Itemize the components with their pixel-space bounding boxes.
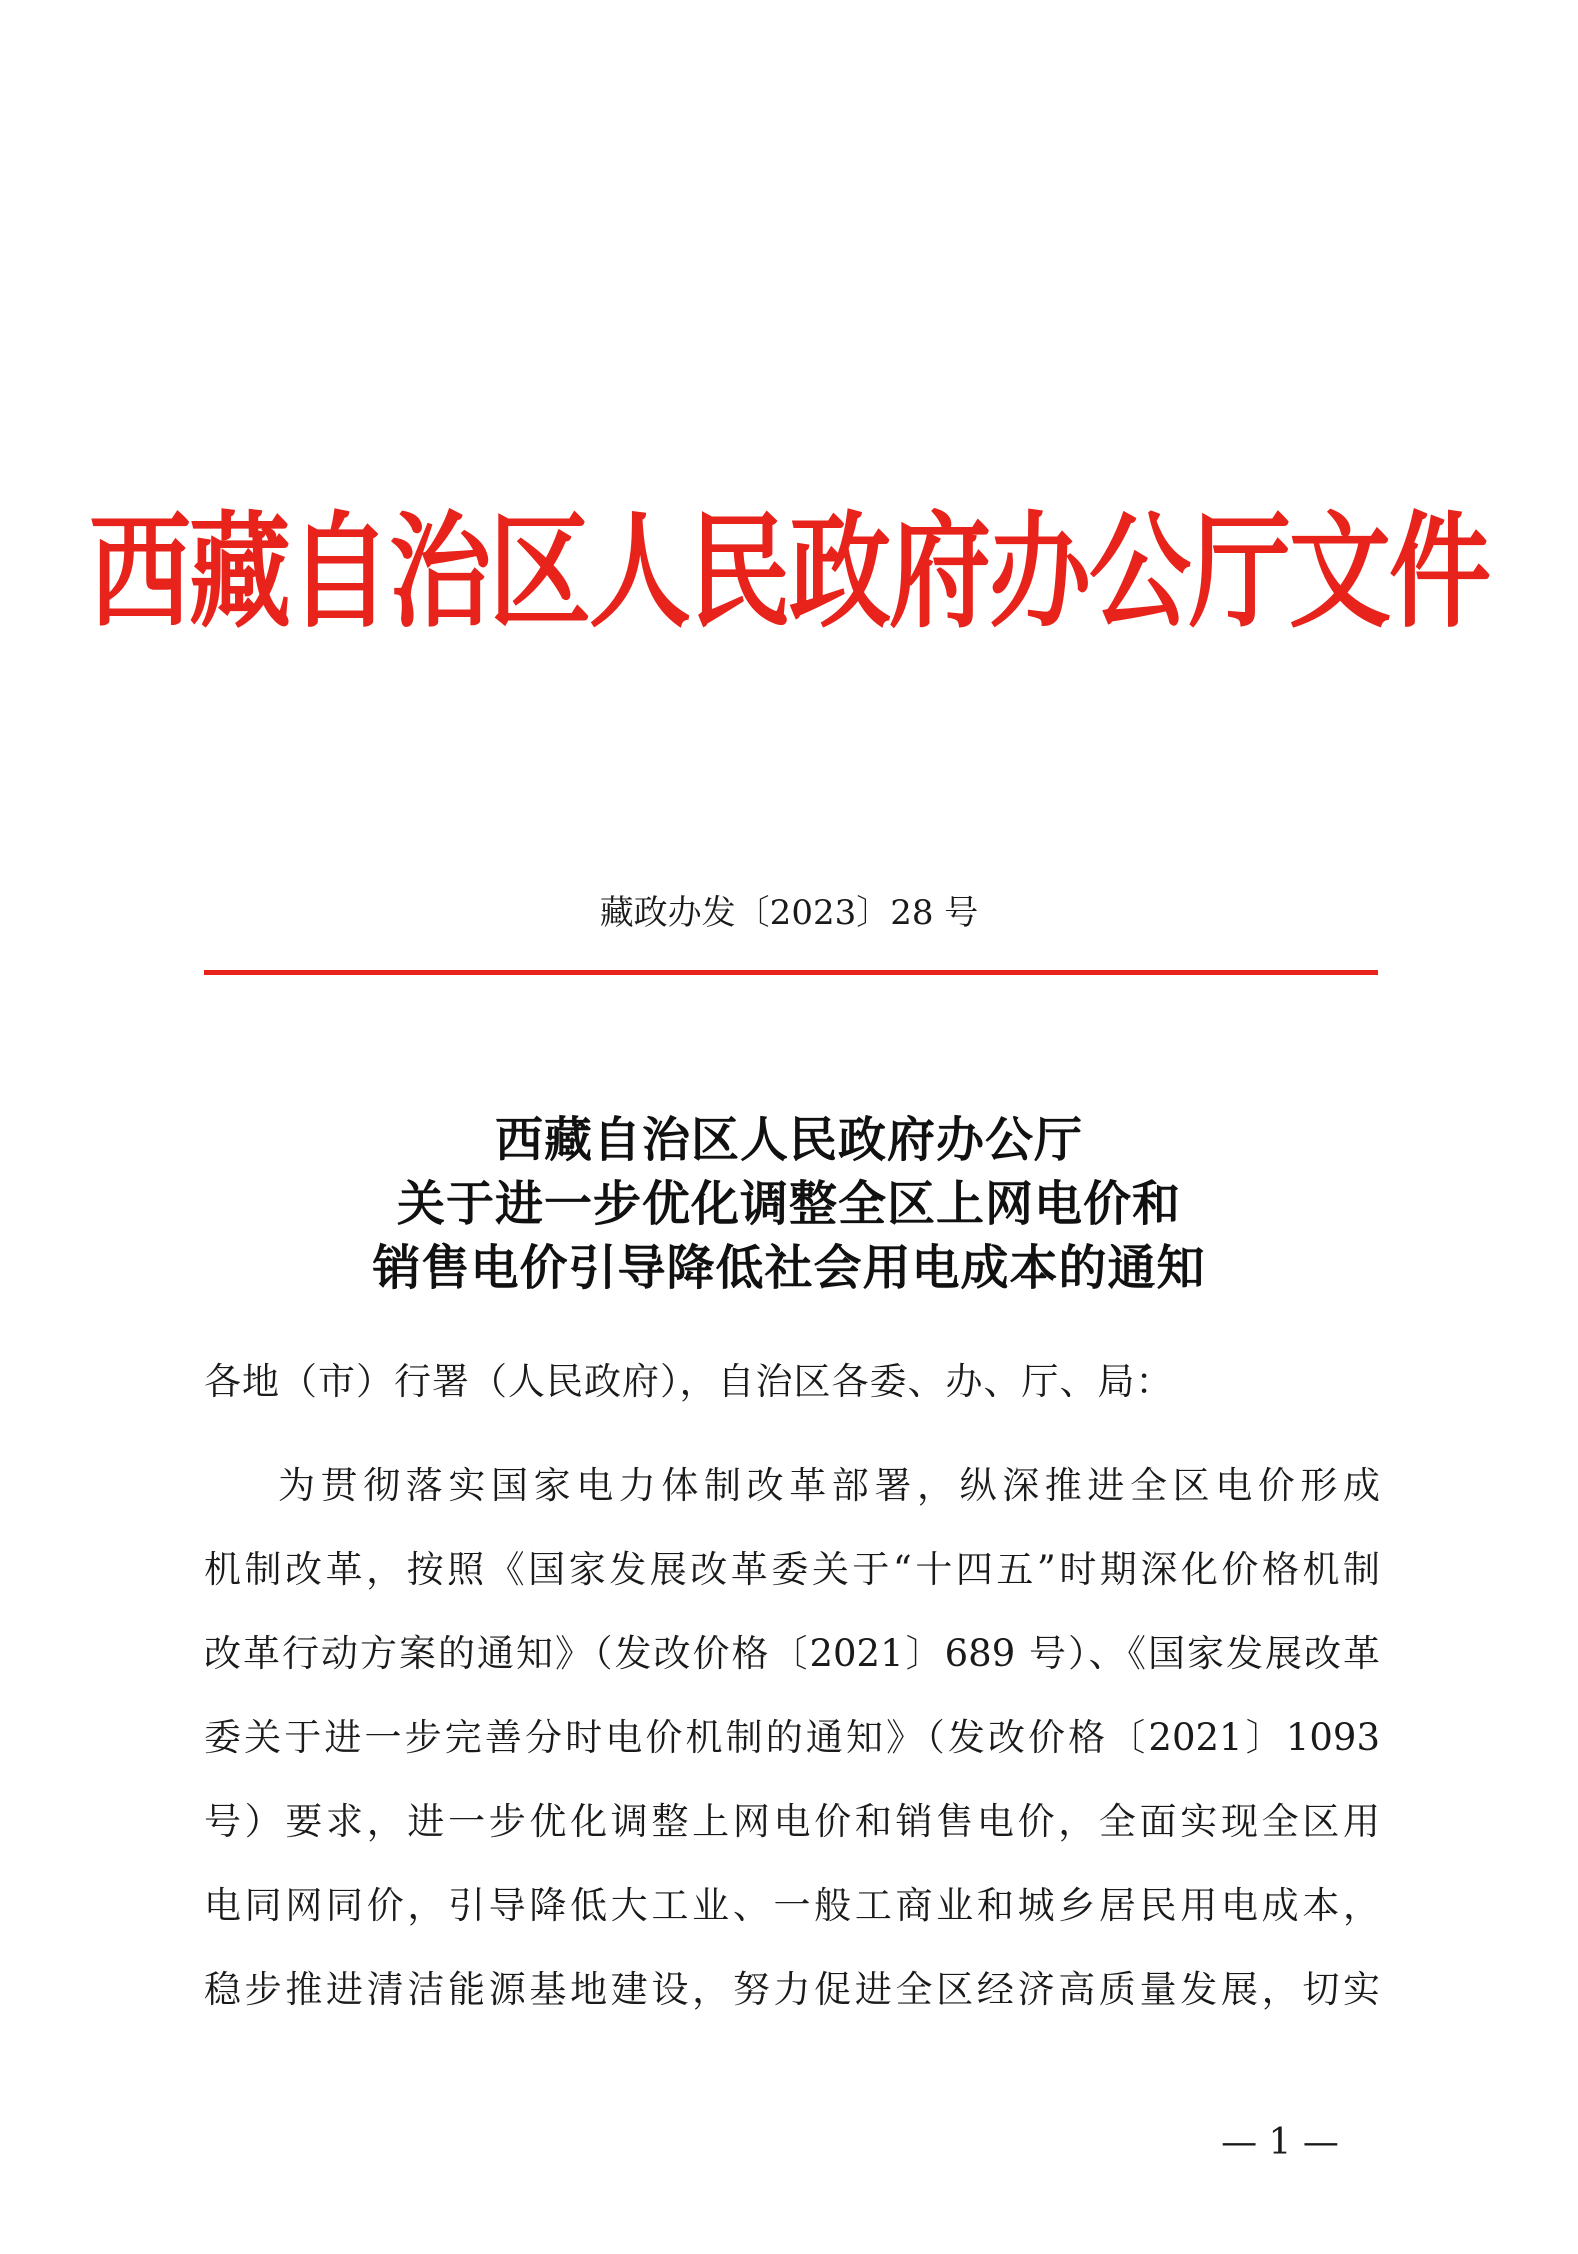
paragraph-line: 委关于进一步完善分时电价机制的通知》（发改价格〔2021〕1093 bbox=[204, 1716, 1380, 1759]
paragraph-line: 为贯彻落实国家电力体制改革部署，纵深推进全区电价形成 bbox=[278, 1464, 1380, 1507]
salutation: 各地（市）行署（人民政府），自治区各委、办、厅、局： bbox=[204, 1360, 1174, 1403]
notice-title-line: 关于进一步优化调整全区上网电价和 bbox=[396, 1176, 1181, 1232]
notice-title-line: 销售电价引导降低社会用电成本的通知 bbox=[372, 1240, 1206, 1296]
paragraph-line: 机制改革，按照《国家发展改革委关于“十四五”时期深化价格机制 bbox=[204, 1548, 1380, 1591]
paragraph-line: 号）要求，进一步优化调整上网电价和销售电价，全面实现全区用 bbox=[204, 1800, 1380, 1843]
notice-title-line: 西藏自治区人民政府办公厅 bbox=[494, 1112, 1083, 1168]
document-number: 藏政办发〔2023〕28 号 bbox=[599, 893, 979, 933]
notice-title bbox=[0, 1108, 1578, 1300]
page-number: — 1 — bbox=[1221, 2122, 1339, 2163]
masthead-title: 西藏自治区人民政府办公厅文件 bbox=[89, 500, 1489, 646]
red-separator-rule bbox=[204, 970, 1378, 975]
paragraph-line: 改革行动方案的通知》（发改价格〔2021〕689 号）、《国家发展改革 bbox=[204, 1632, 1380, 1675]
paragraph-line: 电同网同价，引导降低大工业、一般工商业和城乡居民用电成本， bbox=[204, 1884, 1380, 1927]
paragraph-line: 稳步推进清洁能源基地建设，努力促进全区经济高质量发展，切实 bbox=[204, 1968, 1380, 2011]
